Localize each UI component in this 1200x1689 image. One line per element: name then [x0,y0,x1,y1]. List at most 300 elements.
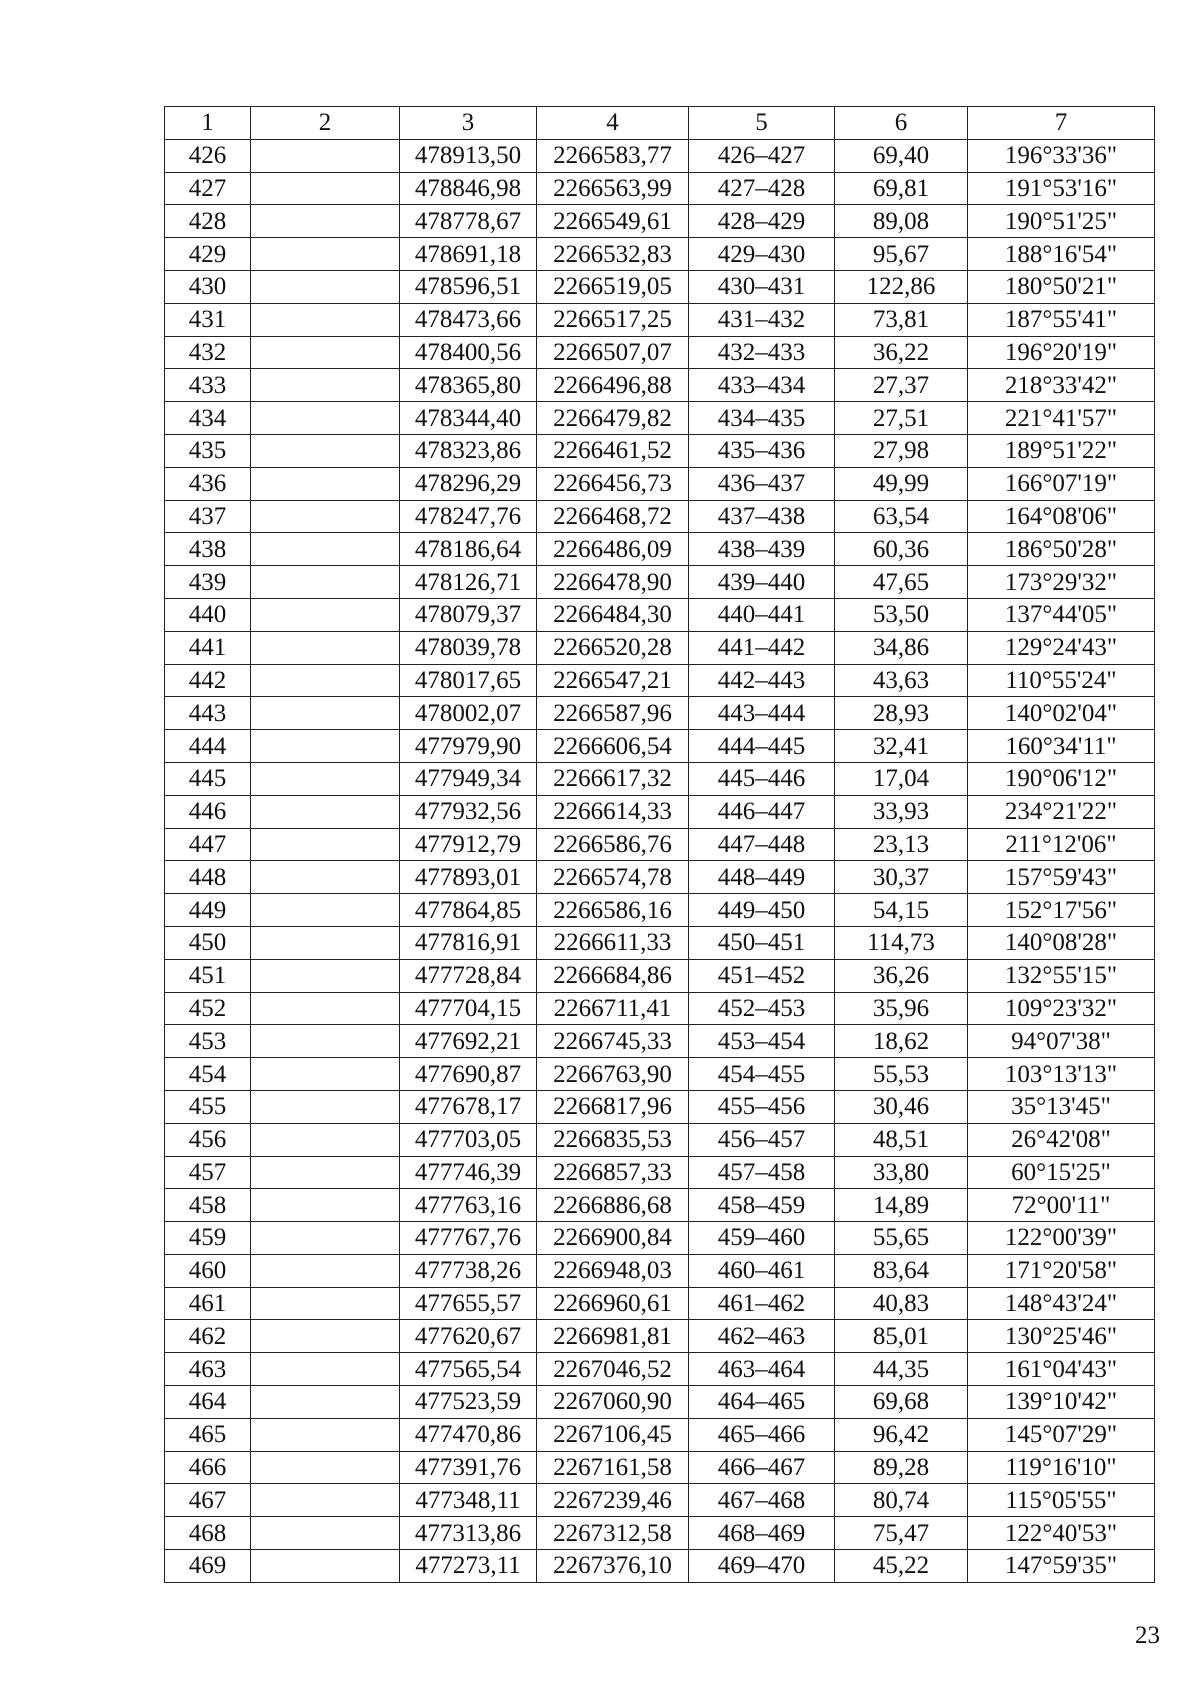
table-cell: 430–431 [689,270,835,303]
table-cell [251,1353,400,1386]
table-cell: 477470,86 [400,1418,537,1451]
table-cell: 187°55'41" [968,303,1155,336]
table-cell: 478365,80 [400,369,537,402]
table-body [165,139,1155,1582]
table-cell: 49,99 [835,467,968,500]
table-cell: 2266496,88 [537,369,689,402]
column-header: 2 [251,107,400,140]
table-cell: 196°20'19" [968,336,1155,369]
table-row [165,762,1155,795]
table-cell [251,926,400,959]
table-cell: 478126,71 [400,566,537,599]
table-cell: 2266586,16 [537,894,689,927]
table-cell: 440–441 [689,598,835,631]
table-cell: 234°21'22" [968,795,1155,828]
table-row [165,1517,1155,1550]
table-cell: 445 [165,762,251,795]
table-cell [251,1090,400,1123]
table-cell: 427–428 [689,172,835,205]
table-cell: 89,08 [835,205,968,238]
table-row [165,467,1155,500]
table-cell: 40,83 [835,1287,968,1320]
table-row [165,336,1155,369]
table-cell: 430 [165,270,251,303]
table-row [165,828,1155,861]
table-cell [251,992,400,1025]
table-cell: 27,51 [835,402,968,435]
table-row [165,369,1155,402]
table-cell: 441 [165,631,251,664]
table-cell: 448–449 [689,861,835,894]
table-cell: 190°06'12" [968,762,1155,795]
table-cell: 477704,15 [400,992,537,1025]
table-cell: 180°50'21" [968,270,1155,303]
table-cell: 2266711,41 [537,992,689,1025]
table-cell: 444 [165,730,251,763]
table-cell [251,533,400,566]
table-cell: 460 [165,1254,251,1287]
table-cell: 463–464 [689,1353,835,1386]
table-cell: 190°51'25" [968,205,1155,238]
table-cell [251,1287,400,1320]
column-header: 5 [689,107,835,140]
table-cell: 478846,98 [400,172,537,205]
table-row [165,598,1155,631]
table-row [165,894,1155,927]
table-cell: 95,67 [835,238,968,271]
table-row [165,1353,1155,1386]
table-row [165,270,1155,303]
table-cell: 477949,34 [400,762,537,795]
column-header: 7 [968,107,1155,140]
table-cell: 83,64 [835,1254,968,1287]
table-row [165,697,1155,730]
table-cell: 478186,64 [400,533,537,566]
table-cell: 2266479,82 [537,402,689,435]
table-cell: 2267376,10 [537,1550,689,1583]
table-cell: 478039,78 [400,631,537,664]
table-cell: 14,89 [835,1189,968,1222]
table-cell: 2266486,09 [537,533,689,566]
table-cell: 478017,65 [400,664,537,697]
table-row [165,1287,1155,1320]
table-cell: 477692,21 [400,1025,537,1058]
table-row [165,664,1155,697]
table-cell [251,697,400,730]
table-cell: 2266617,32 [537,762,689,795]
table-cell: 453–454 [689,1025,835,1058]
table-cell: 431 [165,303,251,336]
table-row [165,959,1155,992]
table-cell: 477932,56 [400,795,537,828]
table-cell [251,1418,400,1451]
table-cell: 2266835,53 [537,1123,689,1156]
table-cell: 2266507,07 [537,336,689,369]
table-cell: 429 [165,238,251,271]
table-cell: 69,68 [835,1386,968,1419]
table-cell [251,631,400,664]
table-cell: 478778,67 [400,205,537,238]
table-cell: 477738,26 [400,1254,537,1287]
table-cell: 451 [165,959,251,992]
table-row [165,1189,1155,1222]
table-cell: 171°20'58" [968,1254,1155,1287]
table-cell [251,500,400,533]
table-cell [251,1386,400,1419]
header-row [165,107,1155,140]
table-cell: 161°04'43" [968,1353,1155,1386]
table-cell [251,861,400,894]
table-cell: 459–460 [689,1222,835,1255]
table-cell: 109°23'32" [968,992,1155,1025]
table-cell: 477728,84 [400,959,537,992]
table-cell: 72°00'11" [968,1189,1155,1222]
table-row [165,1451,1155,1484]
table-cell: 122°40'53" [968,1517,1155,1550]
table-cell: 129°24'43" [968,631,1155,664]
table-cell: 460–461 [689,1254,835,1287]
table-cell: 442–443 [689,664,835,697]
table-cell: 2267046,52 [537,1353,689,1386]
table-cell: 477767,76 [400,1222,537,1255]
table-cell: 2267239,46 [537,1484,689,1517]
table-cell: 48,51 [835,1123,968,1156]
table-cell [251,1222,400,1255]
table-cell [251,1189,400,1222]
table-cell: 462 [165,1320,251,1353]
table-row [165,861,1155,894]
table-cell: 2266520,28 [537,631,689,664]
table-cell: 17,04 [835,762,968,795]
table-row [165,402,1155,435]
table-cell: 145°07'29" [968,1418,1155,1451]
table-cell [251,369,400,402]
table-cell: 477690,87 [400,1058,537,1091]
table-cell: 477348,11 [400,1484,537,1517]
table-cell: 2266900,84 [537,1222,689,1255]
table-cell: 2266484,30 [537,598,689,631]
table-cell: 438–439 [689,533,835,566]
table-cell: 454–455 [689,1058,835,1091]
table-cell: 451–452 [689,959,835,992]
table-cell: 477864,85 [400,894,537,927]
table-cell: 2267060,90 [537,1386,689,1419]
table-cell: 477893,01 [400,861,537,894]
table-cell: 27,37 [835,369,968,402]
table-cell: 164°08'06" [968,500,1155,533]
table-cell: 2267161,58 [537,1451,689,1484]
table-cell: 456 [165,1123,251,1156]
table-cell [251,795,400,828]
table-row [165,172,1155,205]
table-cell: 464 [165,1386,251,1419]
table-cell: 69,40 [835,139,968,172]
table-cell: 477313,86 [400,1517,537,1550]
table-cell: 148°43'24" [968,1287,1155,1320]
table-cell: 432–433 [689,336,835,369]
table-cell: 433–434 [689,369,835,402]
table-cell [251,238,400,271]
table-cell: 34,86 [835,631,968,664]
table-cell: 456–457 [689,1123,835,1156]
table-cell: 477678,17 [400,1090,537,1123]
table-cell: 80,74 [835,1484,968,1517]
table-cell [251,205,400,238]
table-cell: 446 [165,795,251,828]
table-cell: 426–427 [689,139,835,172]
table-row [165,1254,1155,1287]
table-cell: 96,42 [835,1418,968,1451]
table-cell: 438 [165,533,251,566]
table-cell: 132°55'15" [968,959,1155,992]
table-cell: 122°00'39" [968,1222,1155,1255]
table-cell [251,336,400,369]
table-cell: 2266606,54 [537,730,689,763]
table-cell: 468–469 [689,1517,835,1550]
table-cell: 443 [165,697,251,730]
table-cell: 449 [165,894,251,927]
table-cell: 469 [165,1550,251,1583]
table-cell: 2267312,58 [537,1517,689,1550]
table-cell: 94°07'38" [968,1025,1155,1058]
table-cell: 55,65 [835,1222,968,1255]
table-cell: 435 [165,434,251,467]
table-row [165,238,1155,271]
table-cell: 477620,67 [400,1320,537,1353]
table-cell [251,467,400,500]
table-cell: 2266478,90 [537,566,689,599]
table-cell: 36,26 [835,959,968,992]
table-cell [251,1156,400,1189]
table-cell: 427 [165,172,251,205]
table-row [165,139,1155,172]
table-cell: 139°10'42" [968,1386,1155,1419]
table-cell: 464–465 [689,1386,835,1419]
table-cell [251,1517,400,1550]
table-row [165,1123,1155,1156]
table-cell [251,566,400,599]
table-cell: 432 [165,336,251,369]
table-cell: 428 [165,205,251,238]
table-cell: 28,93 [835,697,968,730]
table-cell: 448 [165,861,251,894]
table-cell: 188°16'54" [968,238,1155,271]
table-cell: 457 [165,1156,251,1189]
table-cell: 55,53 [835,1058,968,1091]
table-cell: 441–442 [689,631,835,664]
table-cell: 166°07'19" [968,467,1155,500]
table-row [165,205,1155,238]
table-cell: 173°29'32" [968,566,1155,599]
table-cell: 466 [165,1451,251,1484]
table-cell: 33,93 [835,795,968,828]
table-cell: 437 [165,500,251,533]
table-cell: 60°15'25" [968,1156,1155,1189]
table-cell: 2266549,61 [537,205,689,238]
table-cell: 63,54 [835,500,968,533]
table-row [165,1484,1155,1517]
table-row [165,533,1155,566]
table-cell: 2266583,77 [537,139,689,172]
table-cell [251,894,400,927]
table-cell: 431–432 [689,303,835,336]
table-cell: 455 [165,1090,251,1123]
table-cell: 478400,56 [400,336,537,369]
table-cell: 53,50 [835,598,968,631]
table-cell: 89,28 [835,1451,968,1484]
table-cell: 447–448 [689,828,835,861]
table-cell [251,1320,400,1353]
table-cell: 445–446 [689,762,835,795]
table-cell [251,730,400,763]
table-cell: 36,22 [835,336,968,369]
table-cell: 47,65 [835,566,968,599]
table-row [165,1550,1155,1583]
table-cell: 186°50'28" [968,533,1155,566]
table-cell: 23,13 [835,828,968,861]
table-cell: 478296,29 [400,467,537,500]
table-cell: 2266614,33 [537,795,689,828]
table-cell: 137°44'05" [968,598,1155,631]
table-cell: 477273,11 [400,1550,537,1583]
table-cell [251,402,400,435]
table-cell: 465–466 [689,1418,835,1451]
table-row [165,566,1155,599]
table-cell: 69,81 [835,172,968,205]
coordinates-table [164,106,1155,1583]
table-cell: 461 [165,1287,251,1320]
table-cell: 30,46 [835,1090,968,1123]
table-cell: 444–445 [689,730,835,763]
table-cell: 452–453 [689,992,835,1025]
table-cell [251,1058,400,1091]
table-cell: 478473,66 [400,303,537,336]
table-cell: 2266468,72 [537,500,689,533]
table-cell: 450 [165,926,251,959]
table-cell: 454 [165,1058,251,1091]
table-cell: 2267106,45 [537,1418,689,1451]
table-cell: 60,36 [835,533,968,566]
table-cell [251,1451,400,1484]
table-row [165,795,1155,828]
table-cell: 440 [165,598,251,631]
table-cell: 2266948,03 [537,1254,689,1287]
table-cell: 467 [165,1484,251,1517]
table-cell: 2266461,52 [537,434,689,467]
table-cell: 26°42'08" [968,1123,1155,1156]
table-row [165,303,1155,336]
table-cell: 477523,59 [400,1386,537,1419]
table-row [165,1025,1155,1058]
table-cell: 35°13'45" [968,1090,1155,1123]
table-cell [251,434,400,467]
table-cell: 458–459 [689,1189,835,1222]
table-cell [251,172,400,205]
table-cell: 33,80 [835,1156,968,1189]
table-cell: 189°51'22" [968,434,1155,467]
table-row [165,434,1155,467]
table-cell: 462–463 [689,1320,835,1353]
table-cell: 2266517,25 [537,303,689,336]
table-cell: 2266532,83 [537,238,689,271]
table-cell: 478079,37 [400,598,537,631]
table-cell: 478002,07 [400,697,537,730]
table-cell: 477703,05 [400,1123,537,1156]
table-cell: 477763,16 [400,1189,537,1222]
table-cell: 2266563,99 [537,172,689,205]
table-cell: 426 [165,139,251,172]
table-cell: 2266763,90 [537,1058,689,1091]
table-cell: 478596,51 [400,270,537,303]
table-cell: 152°17'56" [968,894,1155,927]
table-cell: 469–470 [689,1550,835,1583]
table-cell: 2266857,33 [537,1156,689,1189]
table-cell: 110°55'24" [968,664,1155,697]
table-cell: 119°16'10" [968,1451,1155,1484]
table-cell: 465 [165,1418,251,1451]
table-cell [251,828,400,861]
table-cell: 457–458 [689,1156,835,1189]
table-cell: 140°02'04" [968,697,1155,730]
table-cell: 455–456 [689,1090,835,1123]
table-row [165,1320,1155,1353]
table-cell: 2266817,96 [537,1090,689,1123]
table-row [165,1156,1155,1189]
table-cell: 85,01 [835,1320,968,1353]
table-cell: 218°33'42" [968,369,1155,402]
table-cell: 211°12'06" [968,828,1155,861]
table-row [165,926,1155,959]
table-cell: 122,86 [835,270,968,303]
table-cell: 442 [165,664,251,697]
table-cell: 35,96 [835,992,968,1025]
table-cell [251,303,400,336]
table-cell: 434–435 [689,402,835,435]
table-row [165,500,1155,533]
table-cell: 467–468 [689,1484,835,1517]
table-cell: 477746,39 [400,1156,537,1189]
table-cell: 2266574,78 [537,861,689,894]
table-cell: 436 [165,467,251,500]
table-cell [251,1123,400,1156]
table-cell: 157°59'43" [968,861,1155,894]
table-cell: 160°34'11" [968,730,1155,763]
table-cell [251,270,400,303]
table-cell: 429–430 [689,238,835,271]
table-cell: 477912,79 [400,828,537,861]
table-cell: 2266886,68 [537,1189,689,1222]
table-cell: 30,37 [835,861,968,894]
table-cell: 2266981,81 [537,1320,689,1353]
table-cell: 436–437 [689,467,835,500]
table-cell: 478323,86 [400,434,537,467]
table-cell: 477655,57 [400,1287,537,1320]
table-cell: 45,22 [835,1550,968,1583]
table-cell: 140°08'28" [968,926,1155,959]
table-row [165,1386,1155,1419]
table-cell: 54,15 [835,894,968,927]
table-cell: 447 [165,828,251,861]
table-cell: 2266456,73 [537,467,689,500]
table-cell: 439 [165,566,251,599]
table-cell: 114,73 [835,926,968,959]
table-cell: 478913,50 [400,139,537,172]
table-cell: 18,62 [835,1025,968,1058]
table-row [165,1090,1155,1123]
table-cell: 428–429 [689,205,835,238]
table-cell: 461–462 [689,1287,835,1320]
table-row [165,1222,1155,1255]
